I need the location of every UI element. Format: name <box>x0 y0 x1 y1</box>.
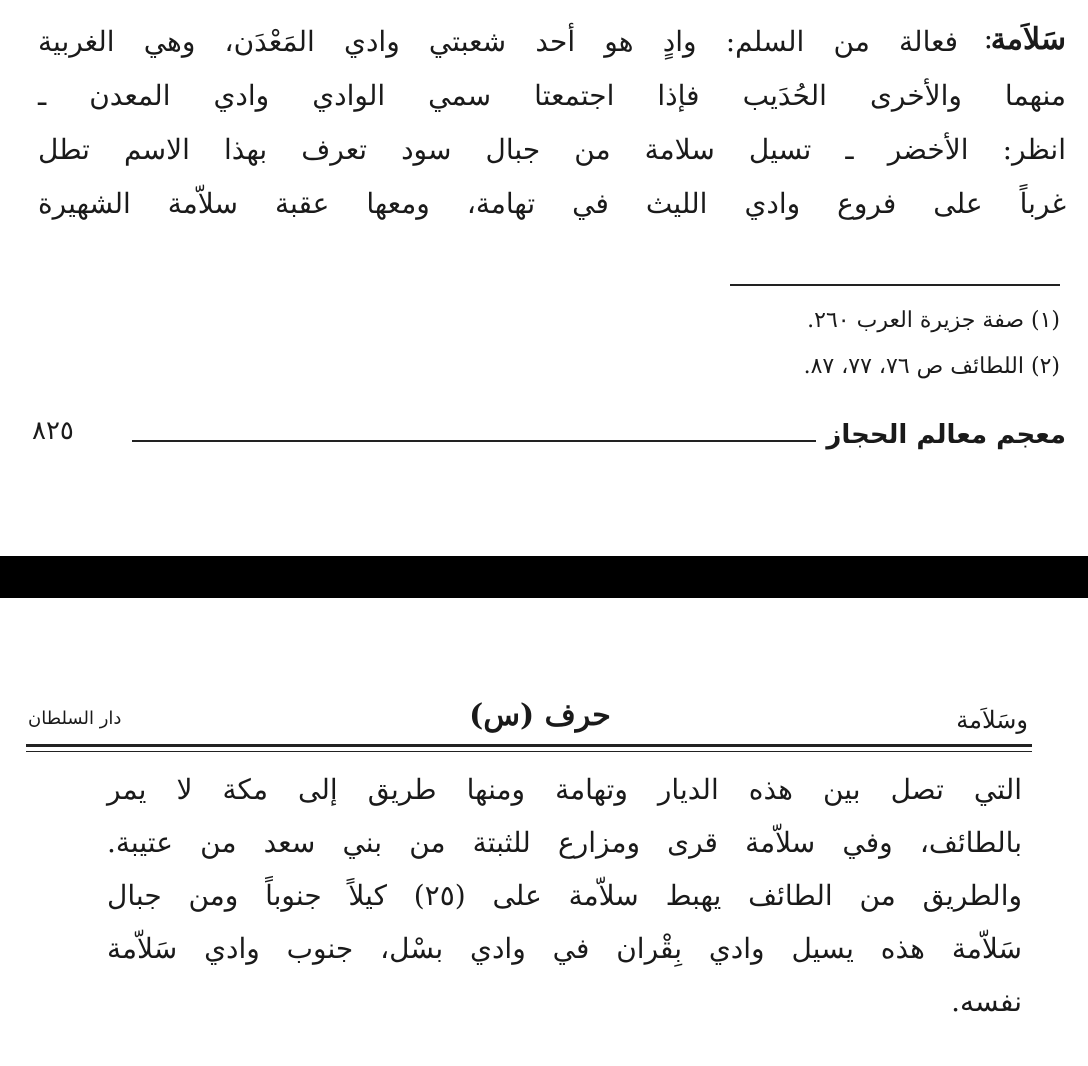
body-line-5: نفسه. <box>951 985 1022 1018</box>
entry-line-4: غرباً على فروع وادي الليث في تهامة، ومعها عقبة سلاّمة الشهيرة <box>38 187 1066 220</box>
running-head-chapter: حرف (س) <box>469 698 611 733</box>
entry-line-2: منهما والأخرى الحُدَيب فإذا اجتمعتا سمي الوادي وادي المعدن ـ <box>38 79 1066 112</box>
bottom-page <box>0 598 1088 1066</box>
footnote-divider <box>730 284 1060 286</box>
body-line-4: سَلاّمة هذه يسيل وادي بِقْران في وادي بسْل، جنوب وادي سَلاّمة <box>107 932 1022 965</box>
body-line-1: التي تصل بين هذه الديار وتهامة ومنها طريق إلى مكة لا يمر <box>107 773 1022 806</box>
header-rule-thin <box>26 751 1032 752</box>
footer-book-title: معجم معالم الحجاز <box>826 420 1066 450</box>
entry-line-1: فعالة من السلم: وادٍ هو أحد شعبتي وادي المَعْدَن، وهي الغربية <box>38 25 958 58</box>
running-head-entry: وسَلاَمة <box>956 706 1028 734</box>
body-line-2: بالطائف، وفي سلاّمة قرى ومزارع للثبتة من بني سعد من عتيبة. <box>107 826 1022 859</box>
header-rule-thick <box>26 744 1032 747</box>
footnote-2: (٢) اللطائف ص ٧٦، ٧٧، ٨٧. <box>803 354 1060 379</box>
running-head-last-entry: دار السلطان <box>28 708 122 729</box>
footnote-1: (١) صفة جزيرة العرب ٢٦٠. <box>807 308 1060 333</box>
footer-page-number: ٨٢٥ <box>32 416 74 446</box>
entry-headword: سَلاَمة <box>990 22 1066 57</box>
page-separator-band <box>0 556 1088 598</box>
entry-colon: : <box>983 22 993 55</box>
entry-line-3: انظر: الأخضر ـ تسيل سلامة من جبال سود تعرف بهذا الاسم تطل <box>38 133 1066 166</box>
footer-rule <box>132 440 816 442</box>
body-line-3: والطريق من الطائف يهبط سلاّمة على (٢٥) كيلاً جنوباً ومن جبال <box>107 879 1023 912</box>
